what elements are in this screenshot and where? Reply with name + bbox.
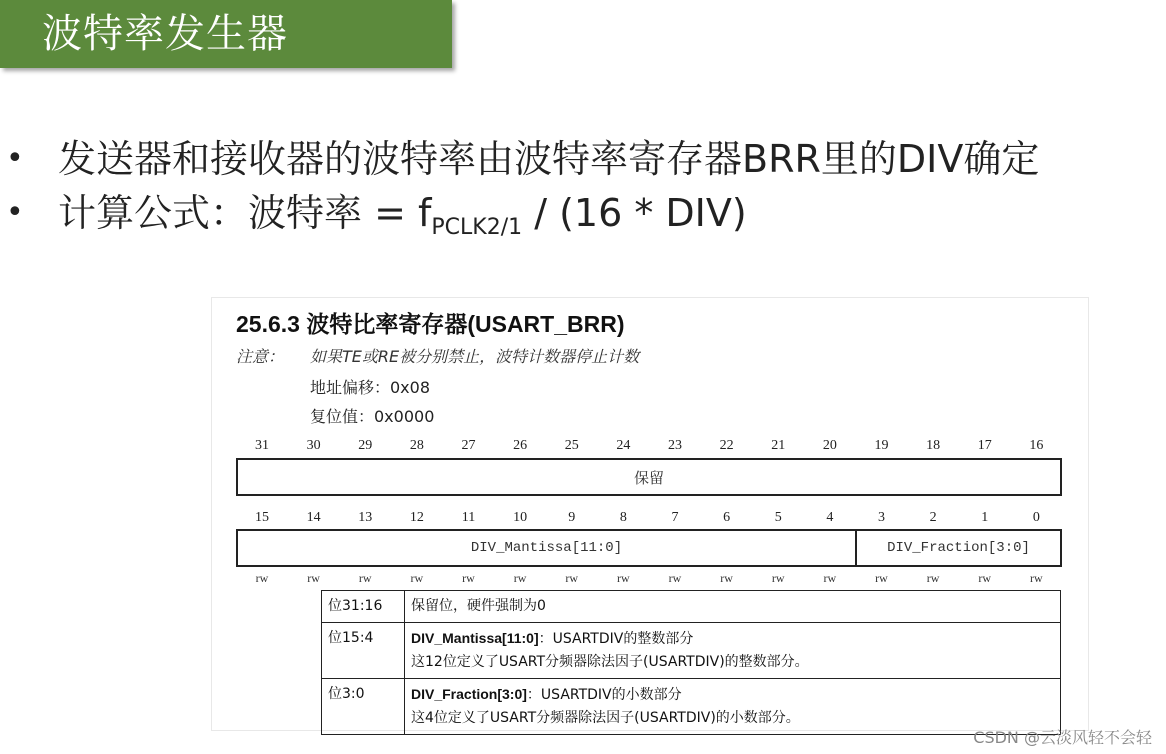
access-label: rw <box>875 571 888 585</box>
formula-prefix: 计算公式：波特率 = f <box>58 191 432 235</box>
address-offset: 地址偏移：0x08 <box>310 378 431 397</box>
field-summary: ：USARTDIV的小数部分 <box>526 687 682 703</box>
desc-line <box>411 683 1054 707</box>
formula-text <box>58 188 747 253</box>
bit-number: 1 <box>981 510 989 525</box>
reserved-field <box>236 458 1062 496</box>
field-summary: ：USARTDIV的整数部分 <box>538 631 694 647</box>
bit-number: 27 <box>461 438 476 453</box>
access-label: rw <box>823 571 837 585</box>
note-label: 注意： <box>236 347 285 366</box>
formula-subscript: PCLK2/1 <box>431 215 523 240</box>
note-text: 如果TE或RE被分别禁止，波特计数器停止计数 <box>310 347 640 366</box>
access-label: rw <box>1030 571 1043 585</box>
bit-number: 31 <box>255 438 269 453</box>
bit-number: 6 <box>723 510 731 525</box>
access-label: rw <box>410 571 424 585</box>
reserved-label: 保留 <box>633 468 664 487</box>
mantissa-field <box>236 529 857 567</box>
access-row <box>236 571 1062 587</box>
access-label: rw <box>978 571 992 585</box>
access-label: rw <box>358 571 372 585</box>
fraction-label: DIV_Fraction[3:0] <box>887 540 1030 556</box>
bit-number: 17 <box>977 438 992 453</box>
section-title: 25.6.3 波特比率寄存器(USART_BRR) <box>236 311 625 337</box>
access-label: rw <box>668 571 682 585</box>
field-name: DIV_Fraction[3:0] <box>411 686 527 702</box>
field-name: DIV_Mantissa[11:0] <box>411 630 539 646</box>
desc-line: 这12位定义了USART分频器除法因子(USARTDIV)的整数部分。 <box>411 654 809 670</box>
access-label: rw <box>720 571 733 585</box>
bit-number: 22 <box>719 438 734 453</box>
note <box>236 344 639 367</box>
desc-line <box>411 627 1054 651</box>
bit-range: 位15:4 <box>322 623 405 679</box>
bit-number: 5 <box>774 510 782 525</box>
register-figure <box>212 298 1088 730</box>
bit-number: 0 <box>1032 510 1040 525</box>
bit-numbers-high <box>236 438 1062 458</box>
bullet-item-2 <box>0 188 1166 238</box>
table-row <box>322 591 1061 623</box>
table-row <box>322 679 1061 735</box>
access-label: rw <box>462 571 475 585</box>
bit-number: 8 <box>619 510 627 525</box>
title-banner <box>0 0 452 68</box>
access-label: rw <box>565 571 579 585</box>
access-label: rw <box>771 571 785 585</box>
access-label: rw <box>926 571 940 585</box>
bit-number: 15 <box>255 510 269 525</box>
bullet-item-1 <box>0 134 1166 184</box>
desc-line: 这4位定义了USART分频器除法因子(USARTDIV)的小数部分。 <box>411 710 800 726</box>
bit-range: 位31:16 <box>322 591 405 623</box>
bullet-dot: • <box>6 195 24 230</box>
bit-number: 16 <box>1029 438 1044 453</box>
bit-number: 2 <box>929 510 937 525</box>
watermark: CSDN @云淡风轻不会轻 <box>973 728 1152 747</box>
bit-number: 13 <box>358 510 373 525</box>
desc-line: 保留位，硬件强制为0 <box>411 598 546 614</box>
bit-description <box>405 623 1061 679</box>
bit-number: 20 <box>822 438 837 453</box>
bit-number: 26 <box>513 438 528 453</box>
bit-number: 19 <box>874 438 889 453</box>
bit-description-table <box>321 590 1061 735</box>
access-label: rw <box>513 571 527 585</box>
bit-description <box>405 591 1061 623</box>
bit-range: 位3:0 <box>322 679 405 735</box>
bit-number: 9 <box>568 510 576 525</box>
bit-number: 30 <box>306 438 321 453</box>
bit-number: 7 <box>671 510 679 525</box>
bit-number: 29 <box>358 438 373 453</box>
bit-number: 4 <box>826 510 834 525</box>
bit-number: 18 <box>926 438 941 453</box>
access-label: rw <box>255 571 269 585</box>
bit-number: 3 <box>878 510 885 525</box>
bit-number: 12 <box>409 510 424 525</box>
mantissa-label: DIV_Mantissa[11:0] <box>470 540 623 556</box>
bit-number: 24 <box>616 438 631 453</box>
bit-number: 23 <box>668 438 682 453</box>
access-label: rw <box>617 571 630 585</box>
table-row <box>322 623 1061 679</box>
bit-number: 11 <box>461 510 476 525</box>
fraction-field <box>855 529 1062 567</box>
bit-number: 10 <box>513 510 528 525</box>
bit-numbers-low <box>236 510 1062 530</box>
bullet-dot: • <box>6 141 24 176</box>
formula-suffix: / (16 * DIV) <box>522 191 747 235</box>
bit-number: 25 <box>564 438 579 453</box>
bit-number: 21 <box>771 438 786 453</box>
bullet-text: 发送器和接收器的波特率由波特率寄存器BRR里的DIV确定 <box>58 137 1040 181</box>
slide-title: 波特率发生器 <box>42 11 288 57</box>
access-label: rw <box>307 571 320 585</box>
reset-value: 复位值：0x0000 <box>310 407 435 426</box>
bit-number: 14 <box>306 510 321 525</box>
bit-number: 28 <box>409 438 424 453</box>
bit-description <box>405 679 1061 735</box>
